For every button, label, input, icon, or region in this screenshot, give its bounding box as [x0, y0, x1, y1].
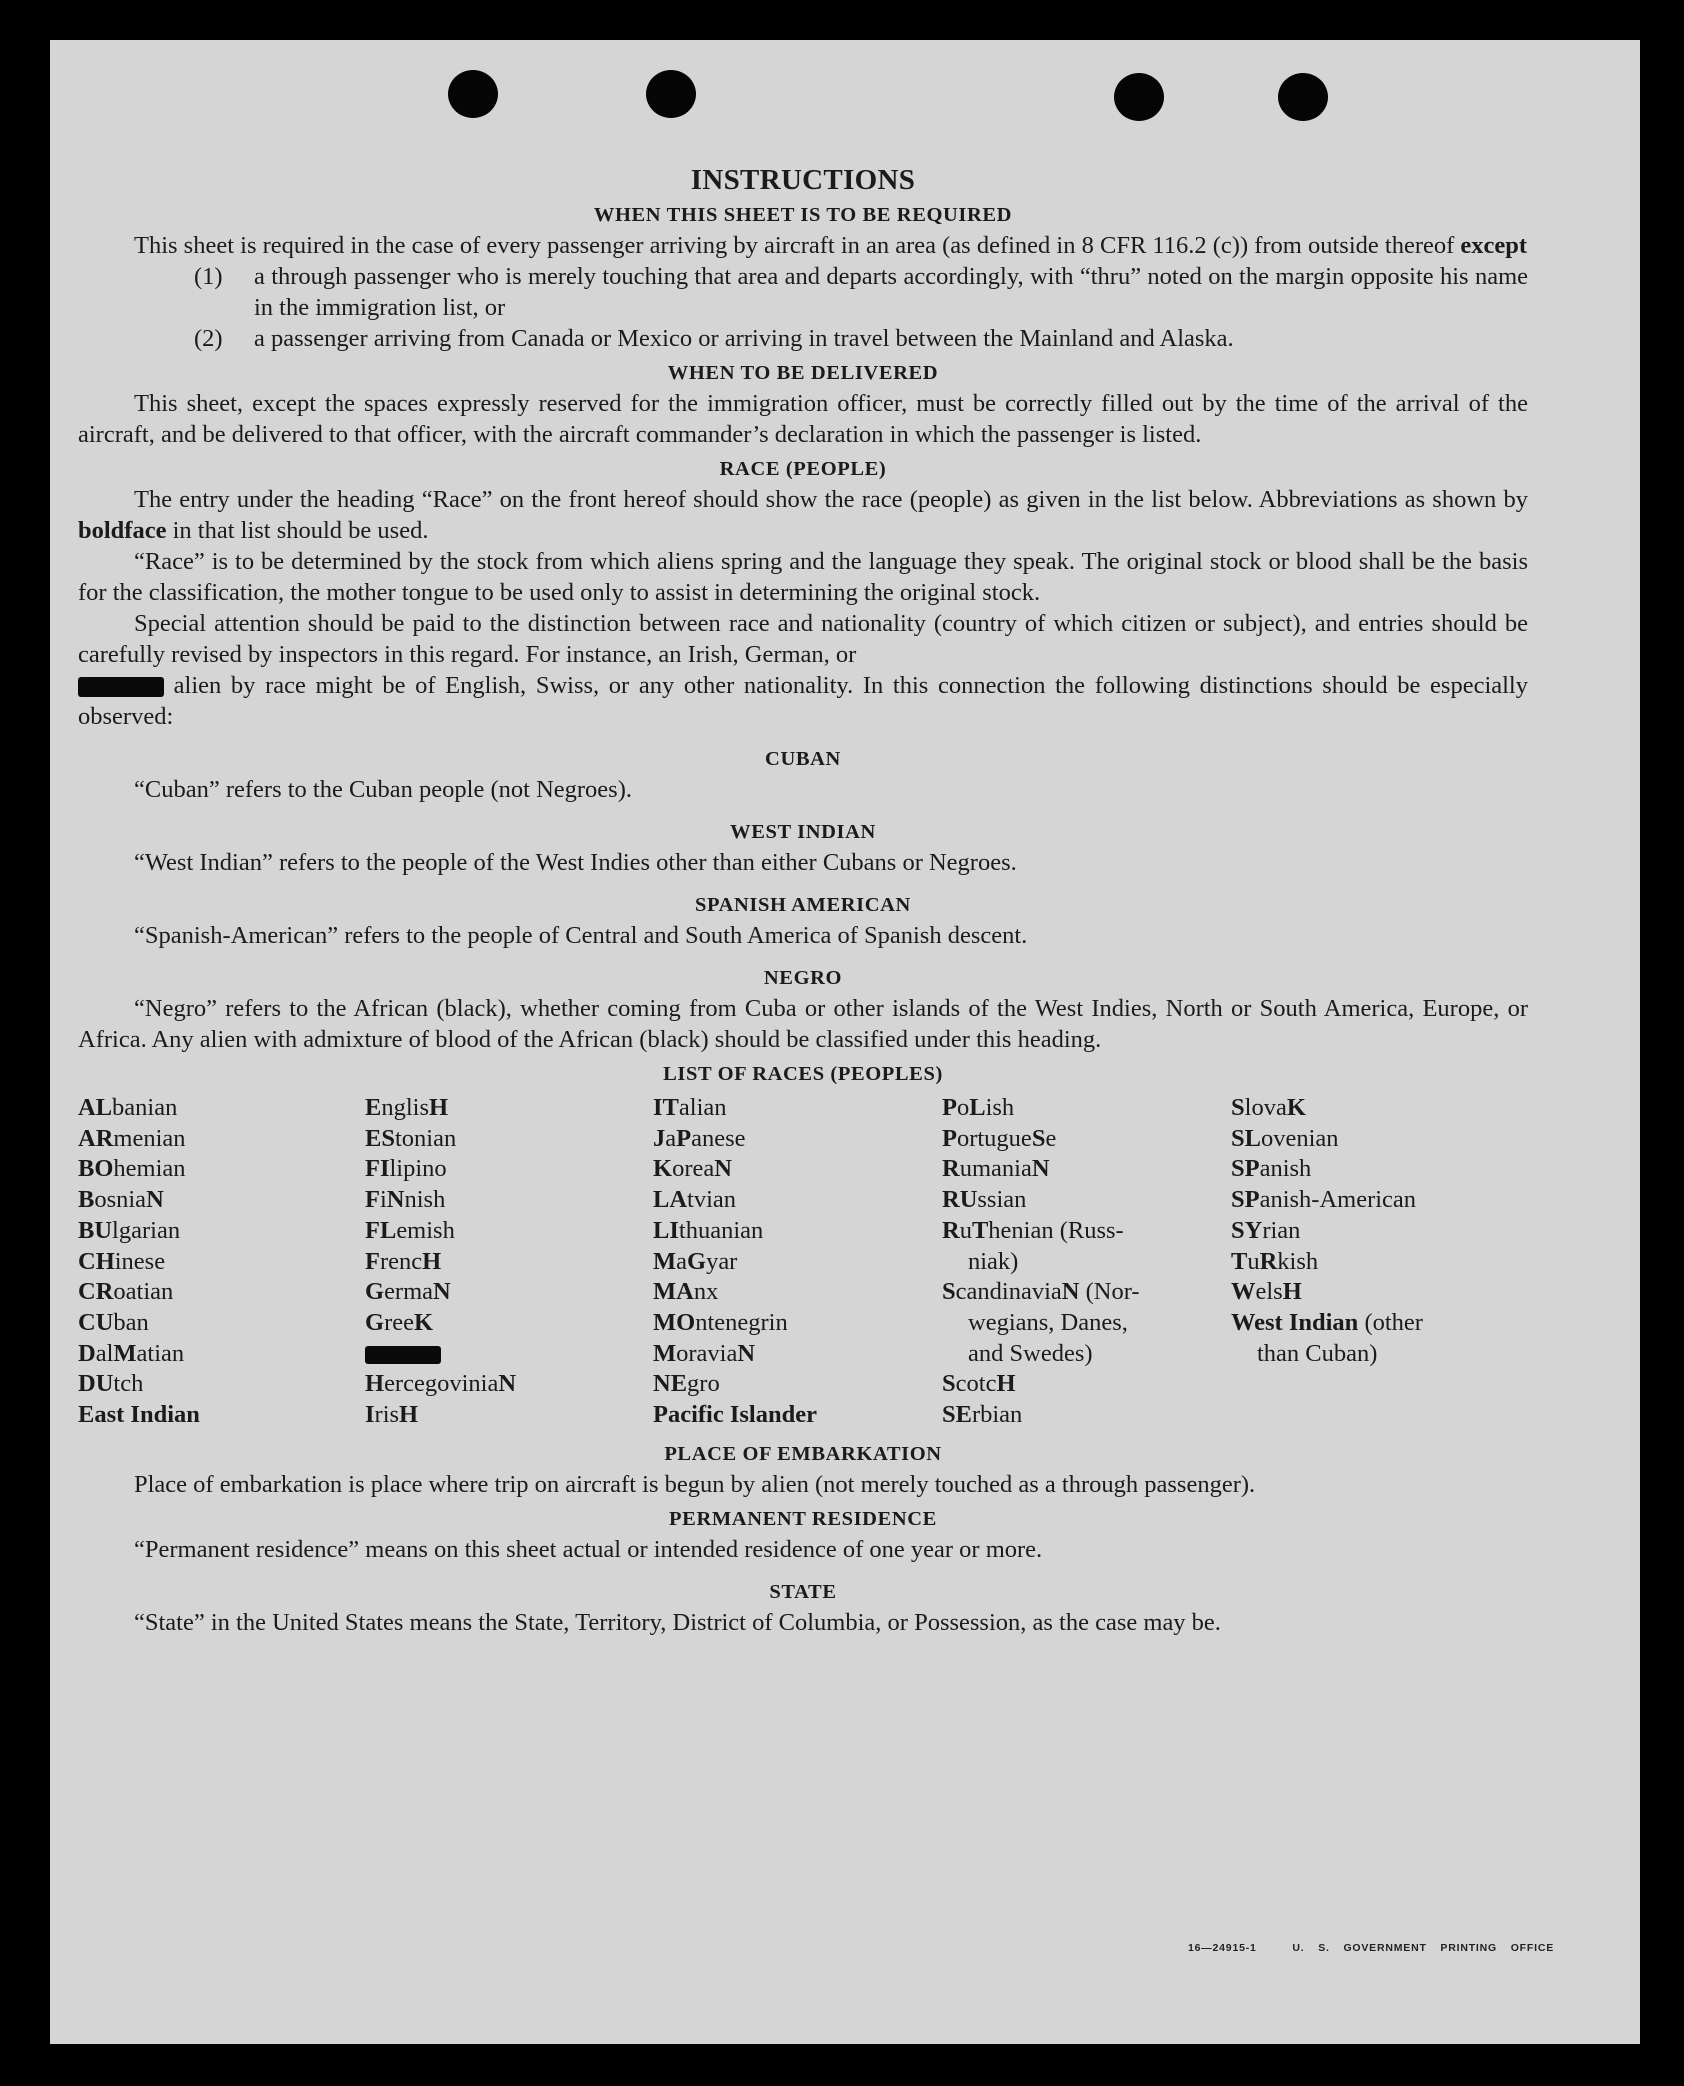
punch-hole — [1278, 73, 1328, 121]
paragraph-race-2: “Race” is to be determined by the stock from which aliens spring and the language they speak. The original stock or blood shall be the basis for the classification, the mother tongue to be used only to assist in determining the original stock. — [78, 548, 1528, 606]
race-entry: ScotcH — [942, 1370, 1016, 1398]
heading-when-delivered: WHEN TO BE DELIVERED — [667, 362, 939, 384]
race-column — [1231, 1093, 1481, 1431]
paragraph-west-indian: “West Indian” refers to the people of the West Indies other than either Cubans or Negroes. — [134, 849, 1017, 876]
race-entry: EStonian — [365, 1124, 457, 1152]
punch-hole — [448, 70, 498, 118]
paragraph-permanent-residence: “Permanent residence” means on this sheet actual or intended residence of one year or more. — [134, 1535, 1043, 1563]
race-entry: SPanish-American — [1231, 1186, 1417, 1214]
race-entry: DalMatian — [78, 1339, 185, 1367]
race-column — [653, 1093, 942, 1431]
race-entry: LIthuanian — [653, 1216, 764, 1244]
heading-permanent-residence: PERMANENT RESIDENCE — [669, 1507, 937, 1530]
race-entry: KoreaN — [653, 1155, 732, 1183]
heading-list-of-races: LIST OF RACES (PEOPLES) — [663, 1063, 943, 1085]
race-entry: ARmenian — [78, 1124, 186, 1152]
race-entry: TuRkish — [1231, 1247, 1319, 1275]
race-entry: West Indian (other than Cuban) — [1231, 1308, 1423, 1367]
paragraph-cuban: “Cuban” refers to the Cuban people (not Negroes). — [134, 776, 632, 803]
race-entry: ITalian — [653, 1094, 727, 1121]
document-sheet — [50, 40, 1640, 2044]
paragraph-embarkation: Place of embarkation is place where trip on aircraft is begun by alien (not merely touched as a through passenger). — [134, 1470, 1256, 1498]
race-entry: NEgro — [653, 1370, 720, 1398]
race-entry: RumaniaN — [942, 1155, 1050, 1183]
race-entry: HercegoviniaN — [365, 1370, 517, 1398]
race-entry: SYrian — [1231, 1216, 1301, 1244]
race-entry: WelsH — [1231, 1278, 1302, 1306]
document-body — [78, 162, 1528, 1638]
race-entry: MaGyar — [653, 1247, 738, 1275]
heading-state: STATE — [769, 1580, 837, 1603]
race-entry: ScandinaviaN (Nor- wegians, Danes, and Swedes) — [942, 1278, 1140, 1367]
heading-embarkation: PLACE OF EMBARKATION — [664, 1442, 942, 1465]
race-entry: MoraviaN — [653, 1339, 756, 1367]
race-list — [78, 1093, 1528, 1431]
race-entry: FiNnish — [365, 1186, 446, 1214]
race-entry: FIlipino — [365, 1155, 447, 1183]
race-column — [78, 1093, 365, 1431]
race-entry: RUssian — [942, 1186, 1027, 1214]
race-entry: EnglisH — [365, 1094, 449, 1121]
race-entry: BosniaN — [78, 1186, 164, 1214]
redaction-mark — [365, 1346, 441, 1364]
race-entry: IrisH — [365, 1401, 419, 1429]
race-entry: FrencH — [365, 1247, 442, 1275]
form-footer — [1188, 1942, 1554, 1954]
except-word: except — [1460, 232, 1528, 259]
race-column — [365, 1093, 653, 1431]
heading-negro: NEGRO — [763, 967, 843, 989]
race-entry: GermaN — [365, 1278, 451, 1306]
race-entry: PoLish — [942, 1094, 1015, 1121]
race-entry: PortugueSe — [942, 1124, 1057, 1152]
race-entry: CUban — [78, 1308, 149, 1336]
heading-spanish-american: SPANISH AMERICAN — [695, 894, 911, 916]
race-entry: MAnx — [653, 1278, 719, 1306]
race-entry: LAtvian — [653, 1186, 737, 1214]
race-entry: SPanish — [1231, 1155, 1312, 1183]
race-entry: JaPanese — [653, 1124, 746, 1152]
race-column — [942, 1093, 1231, 1431]
paragraph-race-3: Special attention should be paid to the distinction between race and nationality (country of which citizen or subject), and entries should be carefully revised by inspectors in this regard. For instance, an Irish, German, or alien by race might be of English, Swiss, or any other nationality. In this connection the following distinctions should be especially observed: — [78, 610, 1528, 730]
form-number: 16—24915-1 — [1187, 1942, 1257, 1954]
paragraph-race-1: The entry under the heading “Race” on the front hereof should show the race (people) as given in the list below. Abbreviations as shown by boldface in that list should be used. — [78, 486, 1528, 544]
redaction-mark — [78, 677, 164, 697]
race-entry: CHinese — [78, 1247, 166, 1275]
race-entry: East Indian — [78, 1401, 200, 1429]
punch-hole — [1114, 73, 1164, 121]
heading-race: RACE (PEOPLE) — [719, 458, 887, 480]
list-item: (2) a passenger arriving from Canada or Mexico or arriving in travel between the Mainland and Alaska. — [194, 325, 1234, 352]
heading-cuban: CUBAN — [765, 748, 841, 770]
paragraph-negro: “Negro” refers to the African (black), whether coming from Cuba or other islands of the West Indies, North or South America, Europe, or Africa. Any alien with admixture of blood of the African (black) should be classified under this heading. — [78, 995, 1528, 1053]
race-entry: CRoatian — [78, 1278, 174, 1306]
race-entry: SlovaK — [1231, 1094, 1306, 1121]
paragraph-when-required: This sheet is required in the case of every passenger arriving by aircraft in an area (as defined in 8 CFR 116.2 (c)) from outside thereof except — [134, 232, 1528, 259]
race-entry — [365, 1339, 653, 1370]
race-entry: SLovenian — [1231, 1124, 1339, 1152]
heading-when-required: WHEN THIS SHEET IS TO BE REQUIRED — [593, 204, 1013, 226]
race-entry: GreeK — [365, 1308, 434, 1336]
race-entry: Pacific Islander — [653, 1401, 817, 1429]
paragraph-state: “State” in the United States means the State, Territory, District of Columbia, or Possession, as the case may be. — [134, 1608, 1221, 1636]
punch-hole — [646, 70, 696, 118]
page-title: INSTRUCTIONS — [690, 164, 916, 196]
race-entry: MOntenegrin — [653, 1308, 788, 1336]
list-item: (1) a through passenger who is merely touching that area and departs accordingly, with “thru” noted on the margin opposite his name in the immigration list, or — [194, 263, 1528, 321]
race-entry: SErbian — [942, 1401, 1023, 1429]
race-entry: BUlgarian — [78, 1216, 181, 1244]
race-entry: ALbanian — [78, 1094, 178, 1121]
race-entry: RuThenian (Russ- niak) — [942, 1216, 1124, 1275]
race-entry: DUtch — [78, 1370, 144, 1398]
printer-credit: U. S. GOVERNMENT PRINTING OFFICE — [1292, 1942, 1554, 1954]
paragraph-when-delivered: This sheet, except the spaces expressly reserved for the immigration officer, must be correctly filled out by the time of the arrival of the aircraft, and be delivered to that officer, with the aircraft commander’s declaration in which the passenger is listed. — [78, 390, 1528, 448]
race-entry: FLemish — [365, 1216, 455, 1244]
heading-west-indian: WEST INDIAN — [730, 821, 876, 843]
race-entry: BOhemian — [78, 1155, 186, 1183]
paragraph-spanish-american: “Spanish-American” refers to the people of Central and South America of Spanish descent. — [134, 922, 1028, 949]
